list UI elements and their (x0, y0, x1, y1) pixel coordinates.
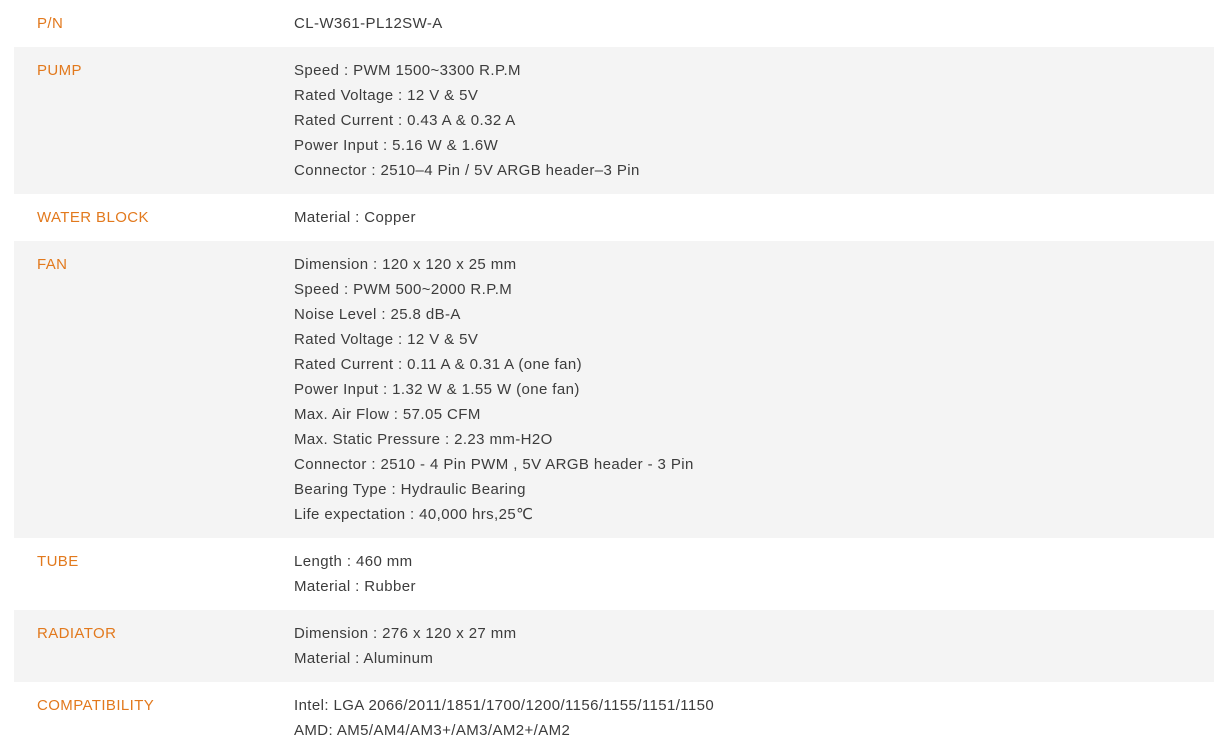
spec-line: Speed : PWM 500~2000 R.P.M (294, 281, 513, 298)
spec-label: RADIATOR (37, 625, 117, 642)
spec-line: Intel: LGA 2066/2011/1851/1700/1200/1156/1155/1151/1150 (294, 697, 715, 714)
spec-line: AMD: AM5/AM4/AM3+/AM3/AM2+/AM2 (294, 722, 571, 739)
spec-values (294, 693, 1214, 743)
spec-line: Rated Voltage : 12 V & 5V (294, 87, 479, 104)
spec-label: COMPATIBILITY (37, 697, 155, 714)
spec-line: Dimension : 120 x 120 x 25 mm (294, 256, 517, 273)
spec-values (294, 621, 1214, 671)
spec-row-pump (14, 47, 1214, 194)
spec-row-radiator (14, 610, 1214, 682)
spec-row-pn (14, 0, 1214, 47)
spec-line: Life expectation : 40,000 hrs,25℃ (294, 506, 534, 523)
spec-line: Rated Current : 0.43 A & 0.32 A (294, 112, 516, 129)
spec-line: Length : 460 mm (294, 553, 413, 570)
spec-row-tube (14, 538, 1214, 610)
spec-line: Connector : 2510–4 Pin / 5V ARGB header–3 Pin (294, 162, 640, 179)
spec-line: Material : Copper (294, 209, 416, 226)
spec-line: Max. Air Flow : 57.05 CFM (294, 406, 481, 423)
spec-row-fan (14, 241, 1214, 538)
spec-table (14, 0, 1214, 754)
spec-label: P/N (37, 15, 64, 32)
spec-line: Power Input : 5.16 W & 1.6W (294, 137, 499, 154)
spec-row-compatibility (14, 682, 1214, 754)
spec-line: Bearing Type : Hydraulic Bearing (294, 481, 526, 498)
spec-line: Material : Rubber (294, 578, 416, 595)
spec-line: Noise Level : 25.8 dB-A (294, 306, 461, 323)
spec-values (294, 549, 1214, 599)
spec-line: Rated Current : 0.11 A & 0.31 A (one fan) (294, 356, 582, 373)
spec-values (294, 252, 1214, 527)
spec-values (294, 205, 1214, 230)
spec-line: Connector : 2510 - 4 Pin PWM , 5V ARGB header - 3 Pin (294, 456, 694, 473)
spec-values (294, 58, 1214, 183)
spec-line: Max. Static Pressure : 2.23 mm-H2O (294, 431, 553, 448)
spec-line: Dimension : 276 x 120 x 27 mm (294, 625, 517, 642)
spec-row-water-block (14, 194, 1214, 241)
spec-label: FAN (37, 256, 68, 273)
spec-values (294, 11, 1214, 36)
spec-label: TUBE (37, 553, 79, 570)
spec-line: Rated Voltage : 12 V & 5V (294, 331, 479, 348)
spec-line: Material : Aluminum (294, 650, 434, 667)
spec-line: Power Input : 1.32 W & 1.55 W (one fan) (294, 381, 580, 398)
spec-line: Speed : PWM 1500~3300 R.P.M (294, 62, 521, 79)
spec-line: CL-W361-PL12SW-A (294, 15, 443, 32)
spec-label: WATER BLOCK (37, 209, 149, 226)
spec-label: PUMP (37, 62, 82, 79)
